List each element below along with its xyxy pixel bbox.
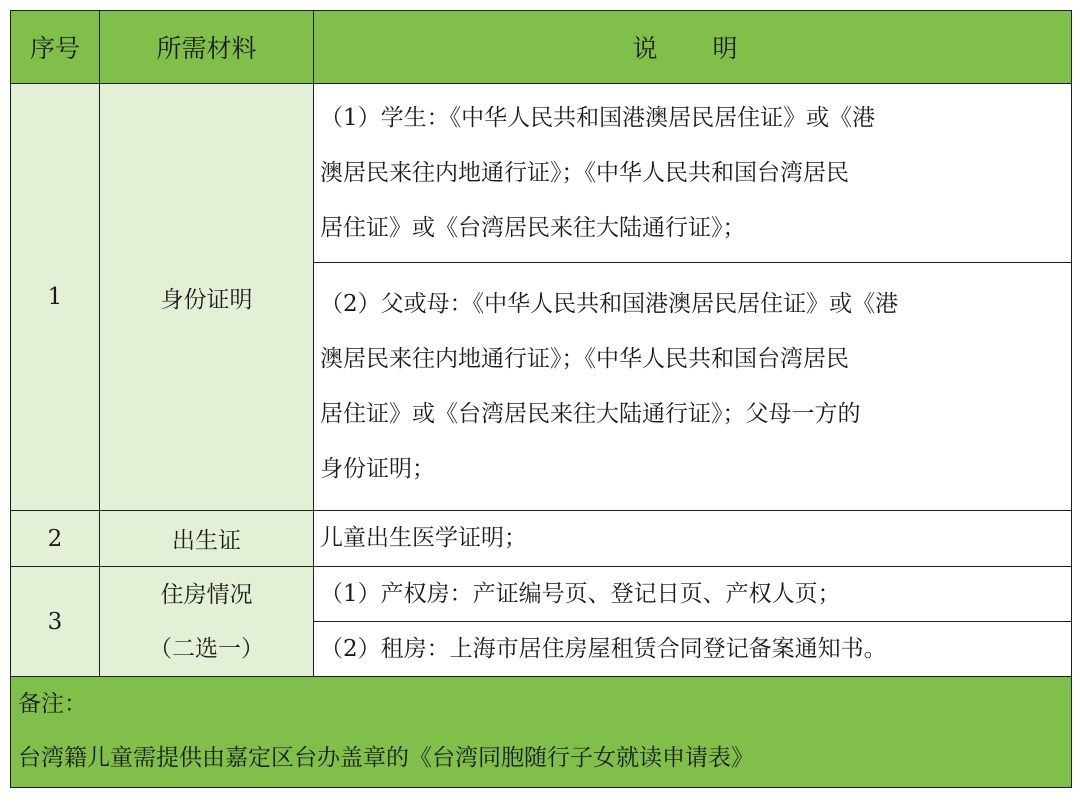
header-description: 说 明 xyxy=(314,11,1072,84)
description-line: （1）学生：《中华人民共和国港澳居民居住证》或《港 xyxy=(320,104,876,131)
description-line: 儿童出生医学证明； xyxy=(320,525,527,551)
description-line: 居住证》或《台湾居民来往大陆通行证》；父母一方的 xyxy=(320,400,861,427)
row-material xyxy=(100,567,314,677)
table-row xyxy=(11,567,1072,622)
row-description xyxy=(314,84,1072,263)
table-row xyxy=(11,511,1072,567)
material-line: 住房情况 xyxy=(160,581,253,608)
table-header-row xyxy=(11,11,1072,84)
description-line: 居住证》或《台湾居民来往大陆通行证》； xyxy=(320,214,746,241)
description-line: （1）产权房：产证编号页、登记日页、产权人页； xyxy=(320,581,841,607)
description-line: 澳居民来往内地通行证》；《中华人民共和国台湾居民 xyxy=(320,159,849,186)
row-number: 2 xyxy=(11,511,100,567)
header-required-materials: 所需材料 xyxy=(100,11,314,84)
description-line: （2）租房：上海市居住房屋租赁合同登记备案通知书。 xyxy=(320,636,887,662)
table-row xyxy=(11,84,1072,263)
materials-table xyxy=(10,10,1072,788)
row-number: 1 xyxy=(11,84,100,511)
row-description xyxy=(314,567,1072,622)
row-material: 身份证明 xyxy=(100,84,314,511)
note-label: 备注： xyxy=(18,691,87,717)
description-line: 澳居民来往内地通行证》；《中华人民共和国台湾居民 xyxy=(320,345,849,372)
row-description xyxy=(314,622,1072,677)
row-material: 出生证 xyxy=(100,511,314,567)
note-cell xyxy=(11,677,1072,788)
material-line: （二选一） xyxy=(149,635,264,662)
description-line: 身份证明； xyxy=(320,455,435,482)
row-description xyxy=(314,263,1072,511)
header-serial-number: 序号 xyxy=(11,11,100,84)
row-description xyxy=(314,511,1072,567)
row-number: 3 xyxy=(11,567,100,677)
note-text: 台湾籍儿童需提供由嘉定区台办盖章的《台湾同胞随行子女就读申请表》 xyxy=(18,745,754,771)
note-row xyxy=(11,677,1072,788)
description-line: （2）父或母：《中华人民共和国港澳居民居住证》或《港 xyxy=(320,290,899,317)
